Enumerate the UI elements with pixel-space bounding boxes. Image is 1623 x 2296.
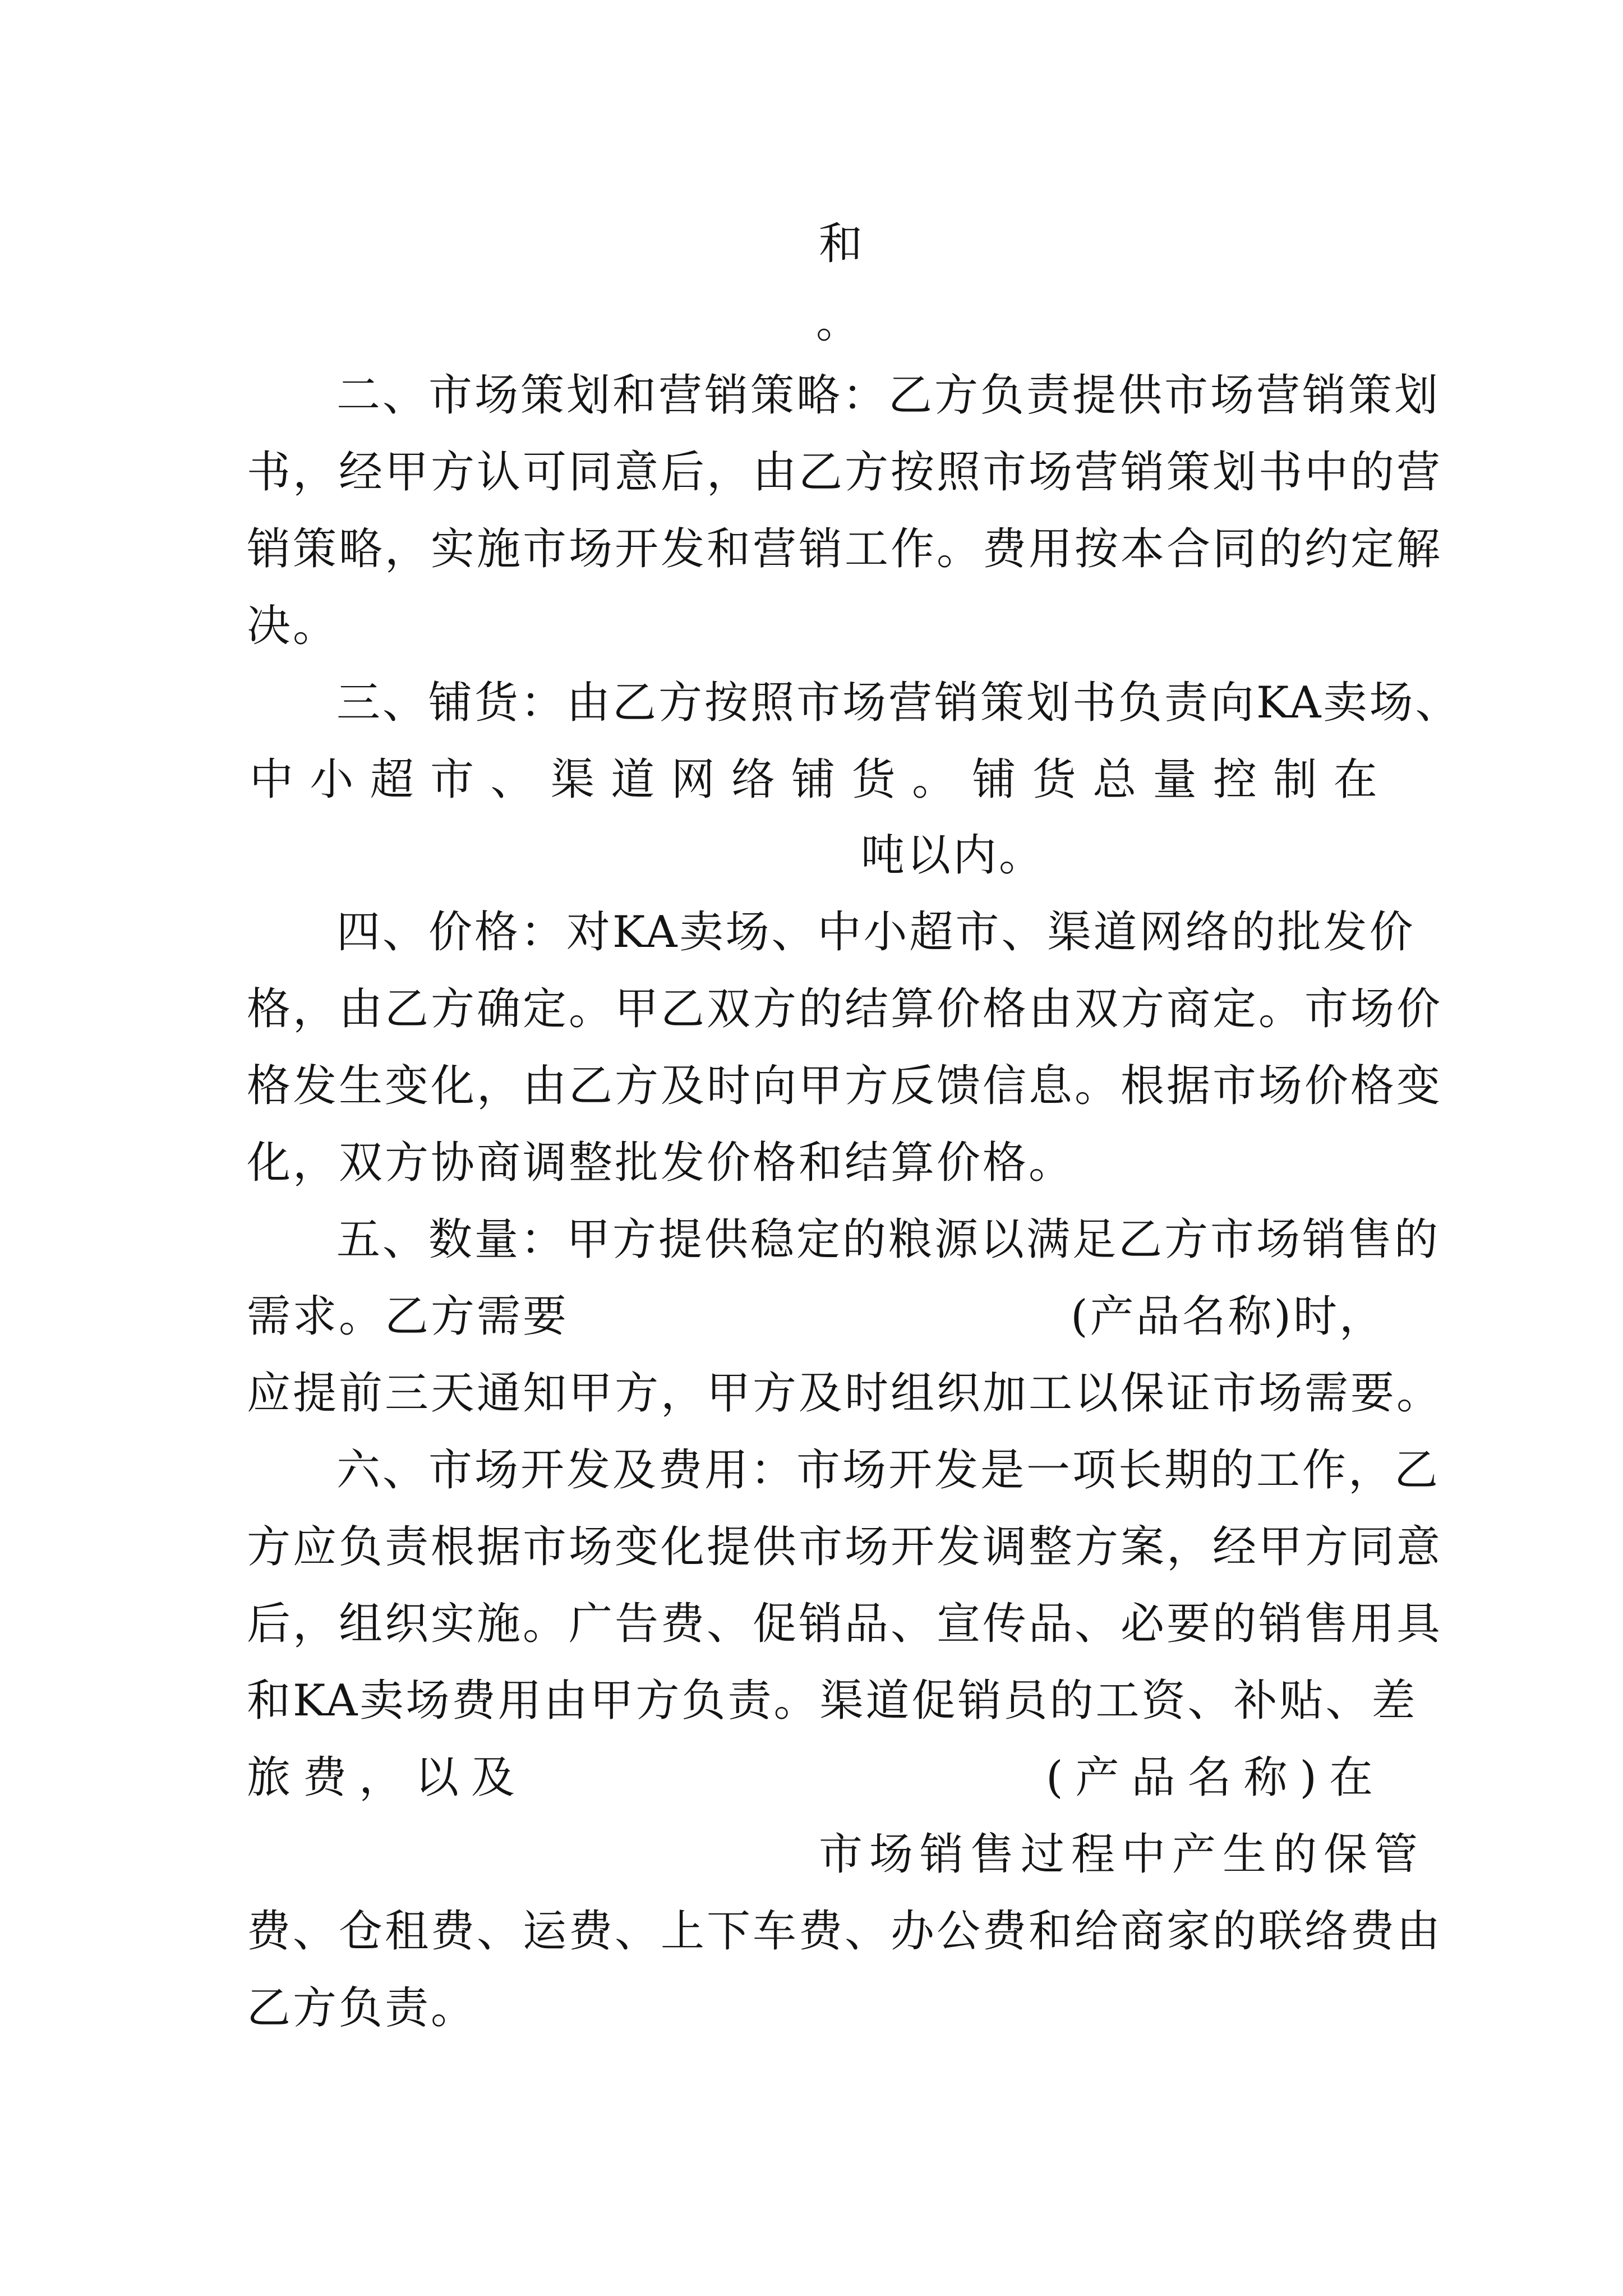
char: 制 bbox=[1273, 754, 1320, 805]
section6-line-4: 和KA卖场费用由甲方负责。渠道促销员的工资、补贴、差 bbox=[247, 1676, 1418, 1726]
section2-line-4: 决。 bbox=[247, 601, 339, 651]
section4-line-2: 格，由乙方确定。甲乙双方的结算价格由双方商定。市场价 bbox=[247, 984, 1443, 1034]
section6-line-6: 市场销售过程中产生的保管 bbox=[819, 1829, 1425, 1880]
section4-line-4: 化，双方协商调整批发价格和结算价格。 bbox=[247, 1138, 1075, 1188]
char: 货 bbox=[851, 754, 898, 805]
section3-line-3: 吨以内。 bbox=[861, 830, 1045, 881]
char: 渠 bbox=[550, 754, 597, 805]
char: 货 bbox=[1032, 754, 1078, 805]
section5-line-1: 五、数量：甲方提供稳定的粮源以满足乙方市场销售的 bbox=[336, 1214, 1441, 1265]
char: 中 bbox=[250, 754, 296, 805]
section5-line-3: 应提前三天通知甲方，甲方及时组织加工以保证市场需要。 bbox=[247, 1368, 1443, 1419]
char: 量 bbox=[1152, 754, 1199, 805]
section3-line-2 bbox=[250, 752, 1380, 808]
section2-line-2: 书，经甲方认可同意后，由乙方按照市场营销策划书中的营 bbox=[247, 447, 1443, 498]
char: 、 bbox=[490, 754, 537, 805]
section6-line-5-left: 旅费，以及 bbox=[247, 1752, 528, 1803]
section6-line-5 bbox=[247, 1750, 1385, 1806]
section6-line-2: 方应负责根据市场变化提供市场开发调整方案，经甲方同意 bbox=[247, 1522, 1443, 1572]
section4-line-1: 四、价格：对KA卖场、中小超市、渠道网络的批发价 bbox=[336, 907, 1415, 958]
section6-line-1: 六、市场开发及费用：市场开发是一项长期的工作，乙 bbox=[336, 1445, 1441, 1496]
char: 网 bbox=[671, 754, 717, 805]
char: 总 bbox=[1092, 754, 1139, 805]
char: 铺 bbox=[972, 754, 1018, 805]
char: 络 bbox=[731, 754, 778, 805]
header-line-1: 和 bbox=[819, 219, 865, 269]
section6-line-3: 后，组织实施。广告费、促销品、宣传品、必要的销售用具 bbox=[247, 1599, 1443, 1649]
char: 铺 bbox=[791, 754, 838, 805]
char: 控 bbox=[1213, 754, 1260, 805]
header-line-2: 。 bbox=[816, 297, 863, 348]
section4-line-3: 格发生变化，由乙方及时向甲方反馈信息。根据市场价格变 bbox=[247, 1061, 1443, 1111]
section6-line-5-right: (产品名称)在 bbox=[1046, 1752, 1385, 1803]
section2-line-1: 二、市场策划和营销策略：乙方负责提供市场营销策划 bbox=[336, 370, 1441, 421]
char: 超 bbox=[370, 754, 416, 805]
section6-line-7: 费、仓租费、运费、上下车费、办公费和给商家的联络费由 bbox=[247, 1906, 1443, 1957]
char: 在 bbox=[1333, 754, 1380, 805]
section5-line-2-right: (产品名称)时， bbox=[1071, 1291, 1385, 1342]
section6-line-8: 乙方负责。 bbox=[247, 1983, 477, 2033]
section2-line-3: 销策略，实施市场开发和营销工作。费用按本合同的约定解 bbox=[247, 524, 1443, 574]
section5-line-2-left: 需求。乙方需要 bbox=[247, 1291, 569, 1342]
char: 小 bbox=[310, 754, 356, 805]
char: 道 bbox=[611, 754, 657, 805]
section3-line-1: 三、铺货：由乙方按照市场营销策划书负责向KA卖场、 bbox=[336, 678, 1461, 728]
char: 市 bbox=[430, 754, 477, 805]
section5-line-2 bbox=[247, 1289, 1385, 1345]
char: 。 bbox=[912, 754, 958, 805]
